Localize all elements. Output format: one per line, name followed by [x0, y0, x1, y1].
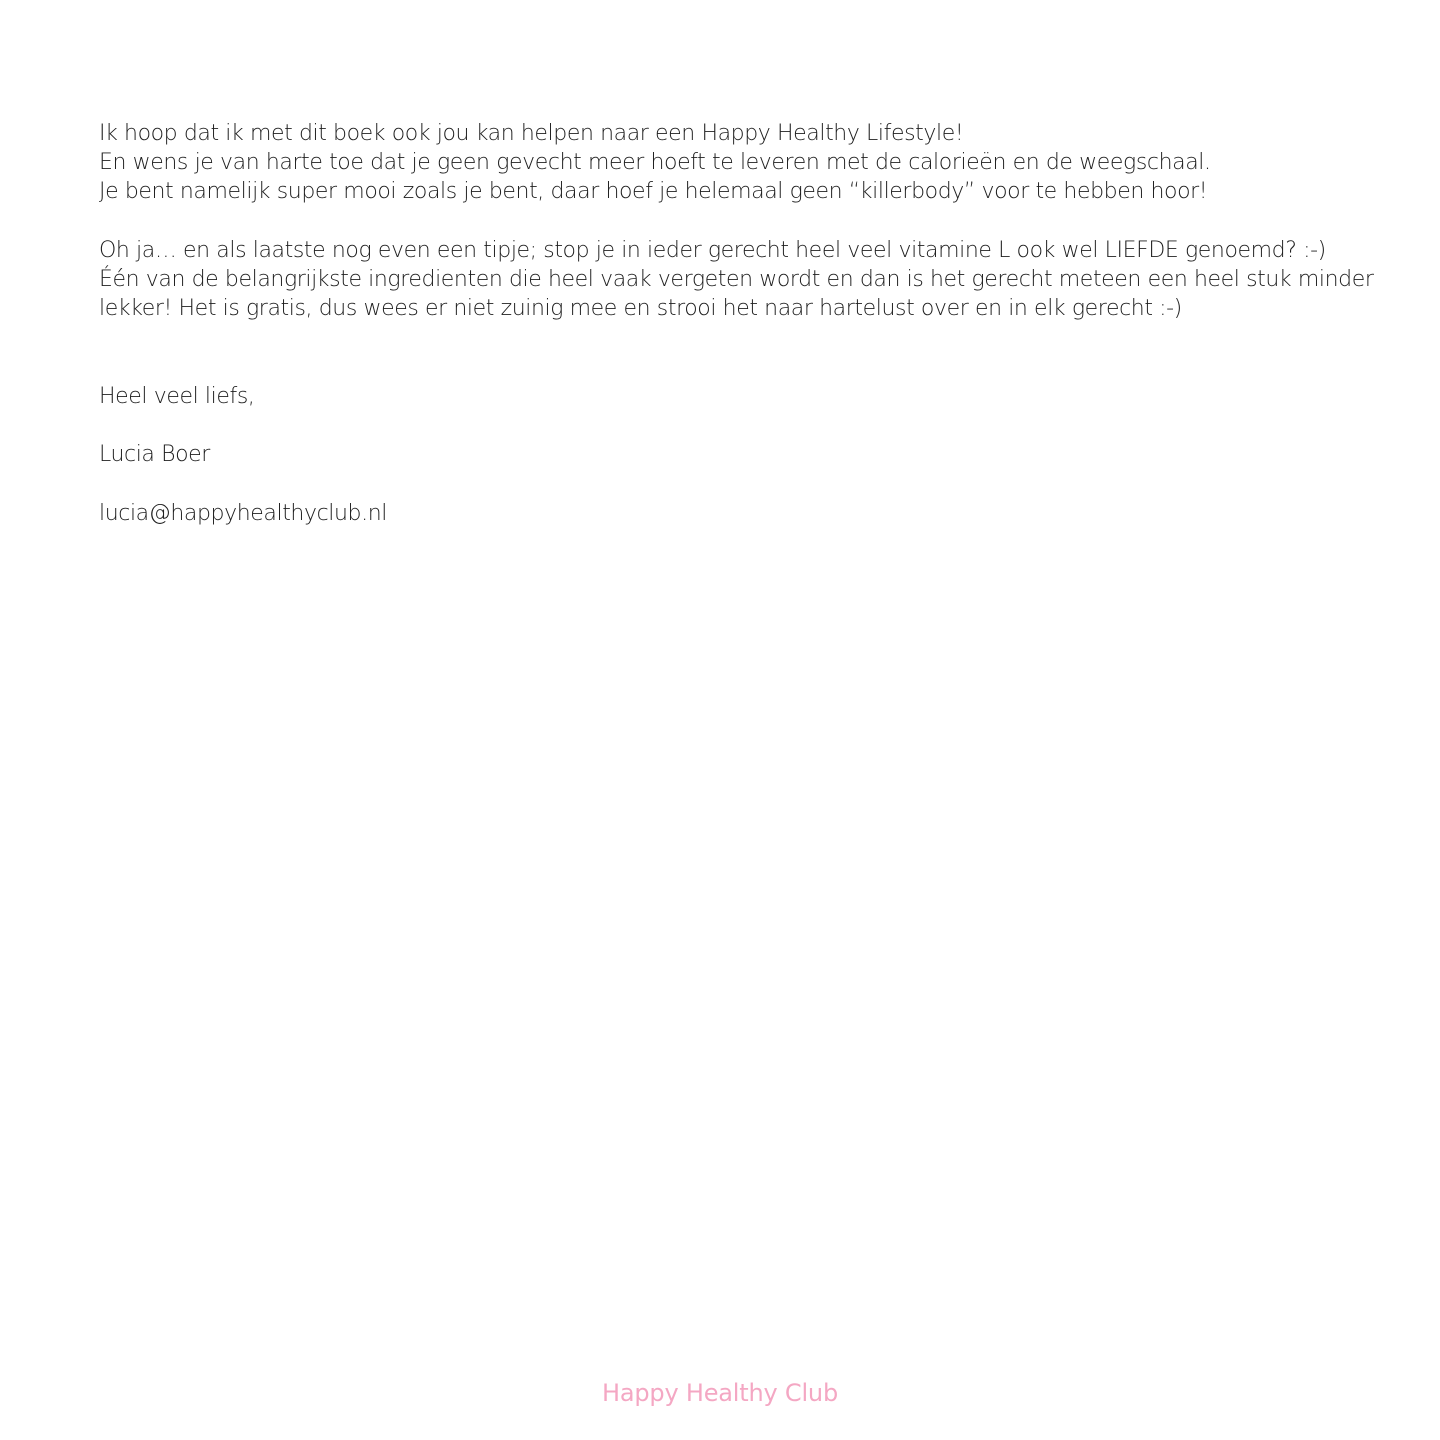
paragraph-1-line-2: En wens je van harte toe dat je geen gevecht meer hoeft te leveren met de calorieën en de weegschaal. [99, 150, 1211, 175]
paragraph-2-line-2: Één van de belangrijkste ingredienten die heel vaak vergeten wordt en dan is het gerecht meteen een heel stuk minder [99, 267, 1374, 292]
signoff-greeting: Heel veel liefs, [99, 384, 255, 409]
paragraph-1-line-3: Je bent namelijk super mooi zoals je bent, daar hoef je helemaal geen “killerbody” voor te hebben hoor! [99, 179, 1208, 204]
paragraph-2-line-1: Oh ja… en als laatste nog even een tipje; stop je in ieder gerecht heel veel vitamine L ook wel LIEFDE genoemd? :-) [99, 238, 1326, 263]
paragraph-2-line-3: lekker! Het is gratis, dus wees er niet zuinig mee en strooi het naar hartelust over en in elk gerecht :-) [99, 296, 1182, 321]
footer-brand: Happy Healthy Club [602, 1379, 838, 1407]
signoff-name: Lucia Boer [99, 442, 210, 467]
paragraph-1-line-1: Ik hoop dat ik met dit boek ook jou kan helpen naar een Happy Healthy Lifestyle! [99, 121, 964, 146]
signoff-email[interactable]: lucia@happyhealthyclub.nl [99, 501, 387, 526]
